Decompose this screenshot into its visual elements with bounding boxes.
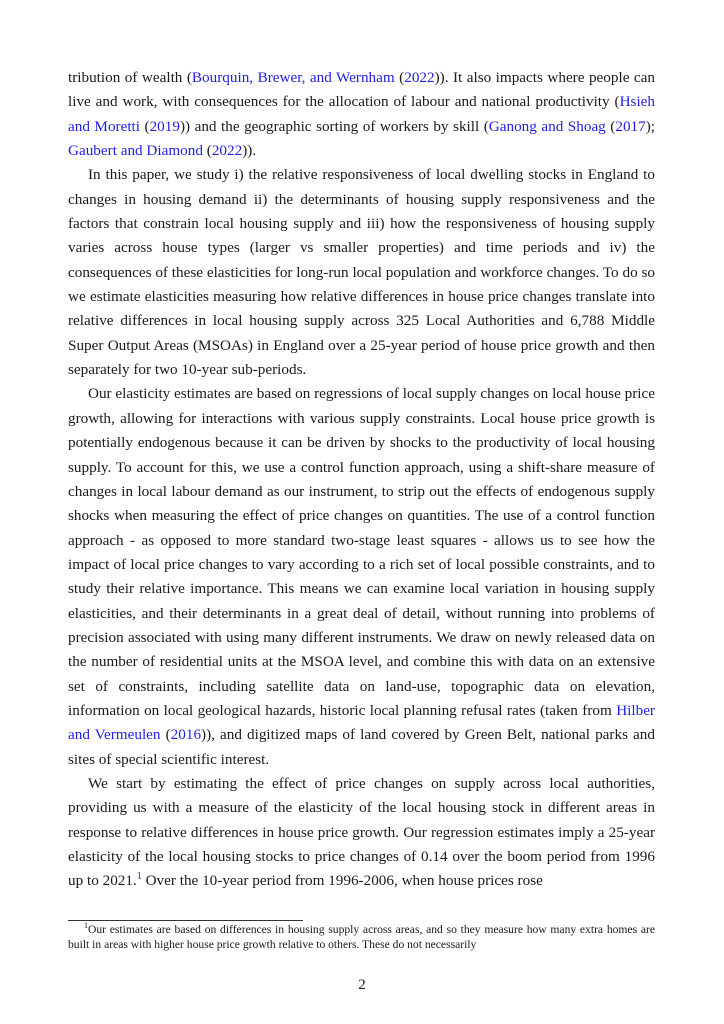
page-number: 2 <box>358 977 366 993</box>
text-run: Our elasticity estimates are based on regressions of local supply changes on local house price growth, allowing for interactions with various supply constraints. Local house price growth is potentially endogenous because it can be driven by shocks to the productivity of local housing supply. To account for this, we use a control function approach, using a shift-share measure of changes in local labour demand as our instrument, to strip out the effects of endogenous supply shocks when measuring the effect of price changes on quantities. The use of a control function approach - as opposed to more standard two-stage least squares - allows us to see how the impact of local price changes to vary according to a rich set of local possible constraints, and to study their relative importance. This means we can examine local variation in housing supply elasticities, and their determinants in a great deal of detail, without running into problems of precision associated with using many different instruments. We draw on newly released data on the number of residential units at the MSOA level, and combine this with data on an extensive set of constraints, including satellite data on land-use, topographic data on elevation, information on local geological hazards, historic local planning refusal rates (taken from <box>68 385 655 719</box>
footnote-marker: 1 <box>84 921 88 931</box>
text-run: )). <box>242 142 257 160</box>
paragraph <box>68 772 655 894</box>
citation-link[interactable]: 2017 <box>615 117 646 135</box>
text-run: tribution of wealth ( <box>68 69 192 86</box>
citation-link[interactable]: Ganong and Shoag <box>488 117 606 135</box>
page-body <box>68 66 655 894</box>
main-text <box>68 66 655 894</box>
text-run: We start by estimating the effect of price changes on supply across local authorities, providing us with a measure of the elasticity of the local housing stock in different areas in response to relative differences in house price growth. Our regression estimates imply a 25-year elasticity of the local housing stocks to price changes of 0.14 over the boom period from 1996 up to 2021. <box>68 774 655 890</box>
citation-link[interactable]: Bourquin, Brewer, and Wernham <box>191 69 395 86</box>
citation-link[interactable]: Hilber and Vermeulen <box>68 701 655 744</box>
footnote-1 <box>68 923 655 952</box>
citation-link[interactable]: 2022 <box>211 142 243 160</box>
text-run: )). It also impacts where people can live and work, with consequences for the allocation of labour and national productivity ( <box>68 69 655 111</box>
footnote-reference-link[interactable]: 1 <box>136 871 142 883</box>
text-run: ( <box>605 117 616 135</box>
text-run: ( <box>140 117 150 135</box>
text-run: ( <box>202 142 212 160</box>
footnote-divider <box>68 920 303 921</box>
text-run: In this paper, we study i) the relative responsiveness of local dwelling stocks in England to changes in housing demand ii) the determinants of housing supply responsiveness and the factors that constrain local housing supply and iii) how the responsiveness of housing supply varies across house types (larger vs smaller properties) and time periods and iv) the consequences of these elasticities for long-run local population and workforce changes. To do so we estimate elasticities measuring how relative differences in house price changes translate into relative differences in local housing supply across 325 Local Authorities and 6,788 Middle Super Output Areas (MSOAs) in England over a 25-year period of house price growth and then separately for two 10-year sub-periods. <box>68 166 655 379</box>
paragraph <box>68 382 655 772</box>
citation-link[interactable]: Hsieh and Moretti <box>68 93 655 135</box>
citation-link[interactable]: 2019 <box>149 117 180 135</box>
text-run: )) and the geographic sorting of workers by skill ( <box>179 117 489 135</box>
paragraph <box>68 66 655 163</box>
footnote-text: Our estimates are based on differences in housing supply across areas, and so they measure how many extra homes are built in areas with higher house price growth relative to others. These do not necessarily <box>68 923 655 951</box>
text-run: ); <box>645 117 656 135</box>
citation-link[interactable]: 2016 <box>170 726 202 744</box>
citation-link[interactable]: 2022 <box>404 69 435 86</box>
paragraph <box>68 163 655 382</box>
text-run: )), and digitized maps of land covered by Green Belt, national parks and sites of special scientific interest. <box>68 726 655 768</box>
text-run: ( <box>160 726 171 744</box>
text-run: ( <box>394 69 405 86</box>
text-run: Over the 10-year period from 1996-2006, when house prices rose <box>141 872 543 890</box>
citation-link[interactable]: Gaubert and Diamond <box>68 142 203 160</box>
